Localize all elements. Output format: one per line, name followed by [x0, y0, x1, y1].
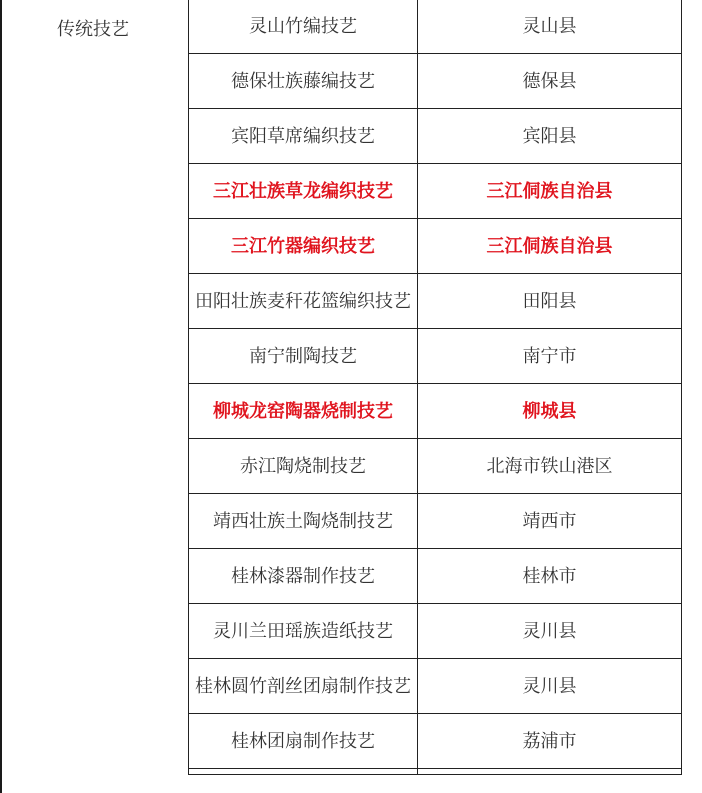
location-cell: 田阳县 [418, 274, 682, 329]
table-row [189, 274, 682, 329]
location-cell: 荔浦市 [418, 714, 682, 769]
location-cell: 德保县 [418, 54, 682, 109]
item-name-cell: 赤江陶烧制技艺 [189, 439, 418, 494]
location-cell: 桂林市 [418, 549, 682, 604]
location-cell [418, 769, 682, 775]
item-name-cell: 三江壮族草龙编织技艺 [189, 164, 418, 219]
item-name-cell: 德保壮族藤编技艺 [189, 54, 418, 109]
location-cell: 灵川县 [418, 659, 682, 714]
table-row [189, 0, 682, 54]
table-row [189, 219, 682, 274]
item-name-cell: 南宁制陶技艺 [189, 329, 418, 384]
item-name-cell: 灵川兰田瑶族造纸技艺 [189, 604, 418, 659]
table-row [189, 604, 682, 659]
location-cell: 灵山县 [418, 0, 682, 54]
location-cell: 南宁市 [418, 329, 682, 384]
location-cell: 灵川县 [418, 604, 682, 659]
item-name-cell: 桂林圆竹剖丝团扇制作技艺 [189, 659, 418, 714]
item-name-cell: 桂林团扇制作技艺 [189, 714, 418, 769]
table-body [189, 0, 682, 775]
table-row [189, 549, 682, 604]
item-name-cell [189, 769, 418, 775]
table-row [189, 164, 682, 219]
table-row-partial [189, 769, 682, 775]
item-name-cell: 灵山竹编技艺 [189, 0, 418, 54]
table-row [189, 384, 682, 439]
table-row [189, 109, 682, 164]
category-label: 传统技艺 [57, 19, 129, 40]
item-name-cell: 桂林漆器制作技艺 [189, 549, 418, 604]
location-cell: 靖西市 [418, 494, 682, 549]
item-name-cell: 宾阳草席编织技艺 [189, 109, 418, 164]
location-cell: 柳城县 [418, 384, 682, 439]
table-row [189, 714, 682, 769]
location-cell: 三江侗族自治县 [418, 219, 682, 274]
item-name-cell: 靖西壮族土陶烧制技艺 [189, 494, 418, 549]
table-row [189, 54, 682, 109]
item-name-cell: 田阳壮族麦秆花篮编织技艺 [189, 274, 418, 329]
location-cell: 宾阳县 [418, 109, 682, 164]
table-row [189, 329, 682, 384]
table-row [189, 439, 682, 494]
heritage-items-table [188, 0, 682, 775]
left-border-line [0, 0, 2, 793]
item-name-cell: 三江竹器编织技艺 [189, 219, 418, 274]
table-row [189, 494, 682, 549]
item-name-cell: 柳城龙窑陶器烧制技艺 [189, 384, 418, 439]
location-cell: 北海市铁山港区 [418, 439, 682, 494]
table-row [189, 659, 682, 714]
location-cell: 三江侗族自治县 [418, 164, 682, 219]
